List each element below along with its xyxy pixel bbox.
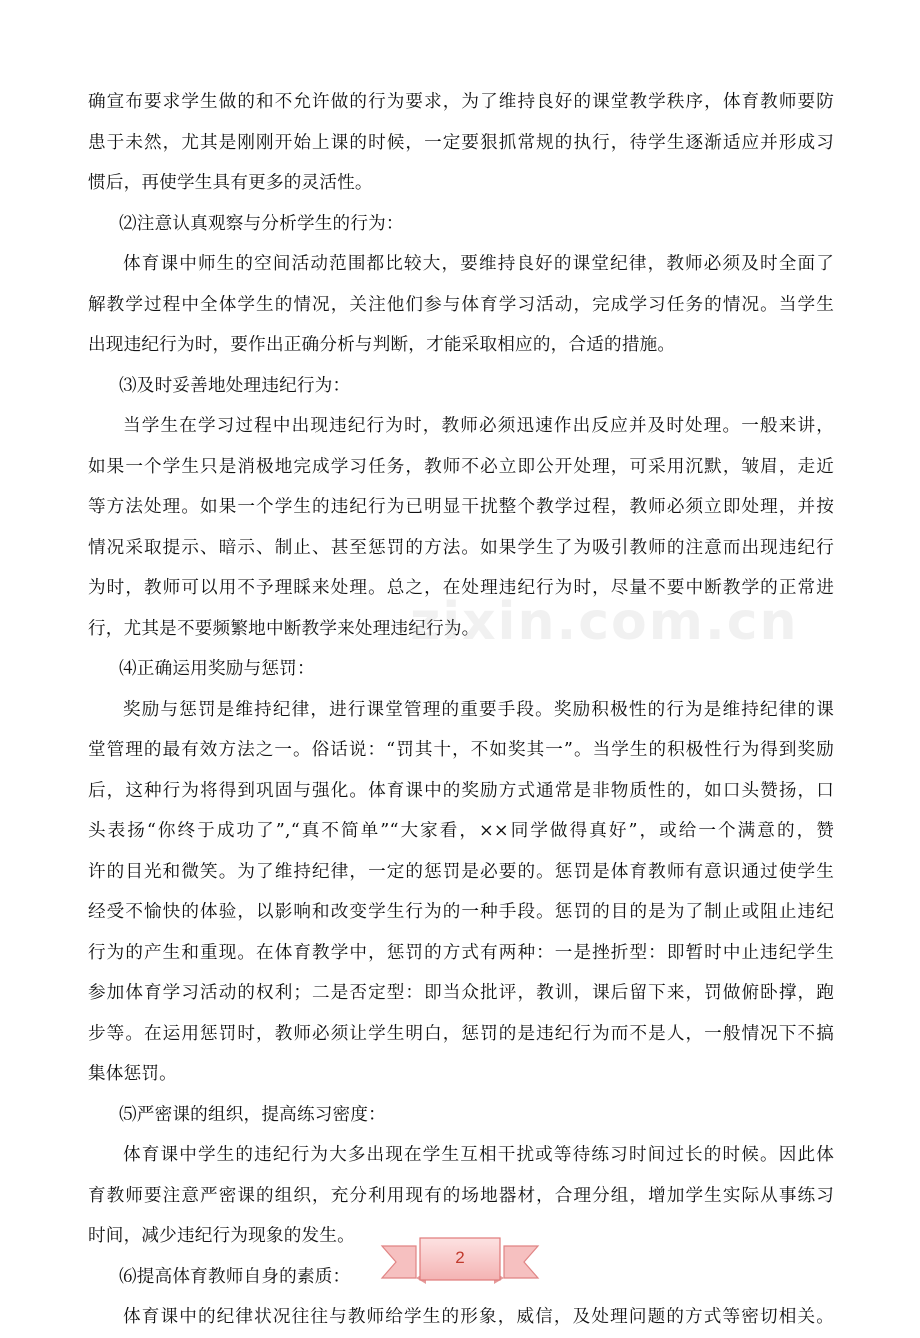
text-line: 堂管理的最有效方法之一。俗话说：“罚其十，不如奖其一”。当学生的积极性行为得到奖励 [88,740,834,760]
section-heading: ⑸严密课的组织，提高练习密度： [119,1104,386,1125]
text-line: 参加体育学习活动的权利；二是否定型：即当众批评，教训，课后留下来，罚做俯卧撑，跑 [88,983,834,1003]
text-line: 步等。在运用惩罚时，教师必须让学生明白，惩罚的是违纪行为而不是人，一般情况下不搞 [88,1023,834,1044]
section-heading: ⑵注意认真观察与分析学生的行为： [119,213,404,234]
text-line: 体育课中的纪律状况往往与教师给学生的形象，威信，及处理问题的方式等密切相关。 [123,1307,834,1327]
watermark: zixin.com.cn [410,592,799,652]
text-line: 等方法处理。如果一个学生的违纪行为已明显干扰整个教学过程，教师必须立即处理，并按 [88,497,834,517]
text-line: 集体惩罚。 [88,1064,177,1084]
text-line: 育教师要注意严密课的组织，充分利用现有的场地器材，合理分组，增加学生实际从事练习 [88,1185,834,1206]
text-line: 如果一个学生只是消极地完成学习任务，教师不必立即公开处理，可采用沉默，皱眉，走近 [88,456,834,477]
page-number-badge [380,1232,540,1288]
text-line: 为时，教师可以用不予理睬来处理。总之，在处理违纪行为时，尽量不要中断教学的正常进 [88,578,834,598]
text-line: 出现违纪行为时，要作出正确分析与判断，才能采取相应的，合适的措施。 [88,335,676,355]
section-heading: ⑶及时妥善地处理违纪行为： [119,375,351,396]
text-line: 确宣布要求学生做的和不允许做的行为要求，为了维持良好的课堂教学秩序，体育教师要防 [88,92,834,112]
text-line: 当学生在学习过程中出现违纪行为时，教师必须迅速作出反应并及时处理。一般来讲， [123,416,834,436]
text-line: 行，尤其是不要频繁地中断教学来处理违纪行为。 [88,618,480,639]
section-heading: ⑹提高体育教师自身的素质： [119,1266,351,1287]
text-line: 体育课中学生的违纪行为大多出现在学生互相干扰或等待练习时间过长的时候。因此体 [123,1145,834,1165]
text-line: 奖励与惩罚是维持纪律，进行课堂管理的重要手段。奖励积极性的行为是维持纪律的课 [123,699,834,720]
text-line: 头表扬“你终于成功了”,“真不简单”“大家看，××同学做得真好”，或给一个满意的，赞 [88,821,834,841]
page-number: 2 [455,1248,465,1267]
text-line: 时间，减少违纪行为现象的发生。 [88,1226,355,1246]
text-line: 许的目光和微笑。为了维持纪律，一定的惩罚是必要的。惩罚是体育教师有意识通过使学生 [88,861,834,882]
text-line: 经受不愉快的体验，以影响和改变学生行为的一种手段。惩罚的目的是为了制止或阻止违纪 [88,902,834,922]
text-line: 患于未然，尤其是刚刚开始上课的时候，一定要狠抓常规的执行，待学生逐渐适应并形成习 [88,132,834,153]
text-line: 行为的产生和重现。在体育教学中，惩罚的方式有两种：一是挫折型：即暂时中止违纪学生 [88,942,834,963]
document-body [88,82,834,1338]
text-line: 解教学过程中全体学生的情况，关注他们参与体育学习活动，完成学习任务的情况。当学生 [88,294,834,315]
text-line: 后，这种行为将得到巩固与强化。体育课中的奖励方式通常是非物质性的，如口头赞扬，口 [88,780,834,801]
text-line: 惯后，再使学生具有更多的灵活性。 [88,173,373,193]
section-heading: ⑷正确运用奖励与惩罚： [119,659,315,679]
text-line: 体育课中师生的空间活动范围都比较大，要维持良好的课堂纪律，教师必须及时全面了 [123,254,834,274]
text-line: 情况采取提示、暗示、制止、甚至惩罚的方法。如果学生了为吸引教师的注意而出现违纪行 [88,537,834,558]
